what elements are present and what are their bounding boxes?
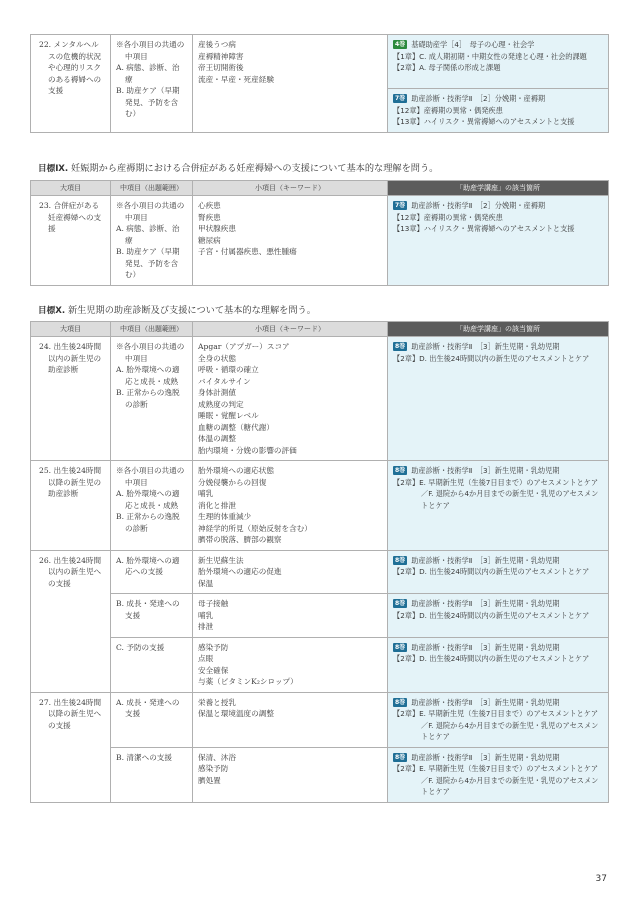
reference-title: [393, 752, 603, 764]
volume-badge: 4巻: [395, 41, 406, 48]
header-middle: 中項目（出題範囲）: [111, 322, 193, 337]
cell-line: 体温の調整: [198, 434, 236, 443]
reference-cell: [388, 461, 609, 551]
cell-line: 腎疾患: [198, 212, 221, 222]
volume-badge: 8巻: [395, 343, 406, 350]
cell-line: 産褥精神障害: [198, 51, 244, 61]
chapter-line: [393, 62, 603, 74]
cell-line: 与薬（ビタミンK₂シロップ）: [198, 677, 298, 686]
reference-title: [393, 697, 603, 709]
header-minor: 小項目（キーワード）: [193, 181, 388, 196]
cell-line: 保温: [198, 578, 214, 588]
cell-line: 睡眠・覚醒レベル: [198, 411, 259, 420]
table-goal-9: [30, 180, 609, 286]
cell-line: B. 助産ケア（早期発見、予防を含む）: [116, 247, 180, 279]
chapter-line: [393, 116, 603, 128]
cell-line: 産後うつ病: [198, 40, 236, 49]
reference-title: [393, 598, 603, 610]
chapter-label: 【2章】: [393, 610, 420, 620]
table-row: [31, 550, 609, 594]
cell-line: 子宮・付属器疾患、悪性腫瘍: [198, 247, 297, 256]
cell-line: 新生児蘇生法: [198, 555, 244, 565]
cell-line: 点眼: [198, 654, 214, 663]
chapter-label: 【1章】: [393, 51, 420, 61]
chapter-label: 【2章】: [393, 654, 420, 663]
chapter-line: [393, 353, 603, 365]
cell-line: 糖尿病: [198, 235, 221, 245]
cell-line: 哺乳: [198, 489, 214, 498]
cell-line: 甲状腺疾患: [198, 224, 236, 233]
reference-title-text: 基礎助産学［4］ 母子の心理・社会学: [411, 40, 535, 49]
table-row: [31, 594, 609, 638]
chapter-text: ハイリスク・異常褥婦へのアセスメントと支援: [423, 224, 575, 233]
reference-title: [393, 39, 603, 51]
reference-cell: [388, 550, 609, 594]
middle-item: B. 成長・発達への支援: [111, 594, 193, 638]
table-row: [31, 692, 609, 747]
chapter-text: 産褥期の異常・偶発疾患: [423, 212, 503, 222]
chapter-label: 【13章】: [393, 224, 424, 233]
chapter-line: [393, 708, 603, 743]
chapter-line: [393, 223, 603, 235]
minor-item: [193, 35, 388, 133]
header-ref: 「助産学講座」の該当箇所: [388, 322, 609, 337]
reference-cell: [388, 337, 609, 461]
minor-item: [193, 637, 388, 692]
major-item: 23. 合併症がある妊産褥婦への支援: [31, 196, 111, 286]
chapter-text: C. 成人期初期・中期女性の発達と心理・社会的課題: [419, 51, 587, 61]
reference-title-text: 助産診断・技術学Ⅱ ［3］新生児期・乳幼児期: [411, 752, 560, 762]
cell-line: 感染予防: [198, 764, 229, 773]
reference-cell: [388, 196, 609, 286]
volume-badge: 7巻: [395, 95, 406, 102]
reference-title-text: 助産診断・技術学Ⅱ ［3］新生児期・乳幼児期: [411, 466, 560, 475]
cell-line: 栄養と授乳: [198, 697, 236, 707]
volume-badge: 7巻: [395, 202, 406, 209]
table-row: [31, 35, 609, 89]
middle-item: [111, 196, 193, 286]
cell-line: ※各小項目の共通の中項目: [116, 40, 185, 61]
cell-line: A. 病態、診断、治療: [116, 63, 180, 84]
volume-badge: 8巻: [395, 753, 406, 761]
reference-cell: [388, 89, 609, 133]
reference-title: [393, 555, 603, 567]
minor-item: [193, 337, 388, 461]
cell-line: 胎外環境への適応状態: [198, 466, 274, 475]
cell-line: A. 胎外環境への適応と成長・成熟: [116, 489, 180, 510]
chapter-label: 【13章】: [393, 117, 424, 126]
middle-item: [111, 461, 193, 551]
reference-title: [393, 341, 603, 353]
volume-badge: 8巻: [395, 643, 406, 651]
table-goal-10: [30, 321, 609, 803]
chapter-label: 【2章】: [393, 709, 420, 718]
chapter-label: 【2章】: [393, 63, 420, 72]
cell-line: 流産・早産・死産経験: [198, 74, 274, 84]
chapter-text: E. 早期新生児（生後7日目まで）のアセスメントとケア／F. 退院から4か月目までの新生児・乳児のアセスメントとケア: [419, 709, 599, 741]
reference-title: [393, 200, 603, 212]
header-minor: 小項目（キーワード）: [193, 322, 388, 337]
chapter-label: 【12章】: [393, 105, 424, 115]
minor-item: [193, 692, 388, 747]
middle-item: B. 清潔への支援: [111, 747, 193, 802]
cell-line: 臍帯の脱落、臍部の観察: [198, 535, 282, 544]
chapter-label: 【12章】: [393, 212, 424, 222]
cell-line: 心疾患: [198, 201, 221, 210]
major-item: 26. 出生後24時間以内の新生児への支援: [31, 550, 111, 692]
chapter-line: [393, 212, 603, 224]
chapter-text: A. 母子関係の形成と課題: [419, 63, 501, 72]
cell-line: 生理的体重減少: [198, 512, 252, 521]
cell-line: B. 正常からの逸脱の診断: [116, 388, 180, 409]
page-number: 37: [595, 874, 607, 884]
header-middle: 中項目（出題範囲）: [111, 181, 193, 196]
cell-line: B. 助産ケア（早期発見、予防を含む）: [116, 86, 180, 118]
cell-line: ※各小項目の共通の中項目: [116, 342, 185, 363]
cell-line: ※各小項目の共通の中項目: [116, 466, 185, 487]
chapter-text: D. 出生後24時間以内の新生児のアセスメントとケア: [419, 610, 590, 620]
reference-title-text: 助産診断・技術学Ⅱ ［3］新生児期・乳幼児期: [411, 642, 560, 652]
table-row: [31, 337, 609, 461]
minor-item: [193, 196, 388, 286]
cell-line: 胎外環境への適応の促進: [198, 567, 282, 576]
cell-line: 呼吸・循環の確立: [198, 365, 259, 374]
cell-line: 成熟度の判定: [198, 399, 244, 409]
minor-item: [193, 594, 388, 638]
chapter-label: 【2章】: [393, 353, 420, 363]
table-row: [31, 461, 609, 551]
header-major: 大項目: [31, 181, 111, 196]
volume-badge: 8巻: [395, 467, 406, 474]
cell-line: 臍処置: [198, 775, 221, 785]
middle-item: C. 予防の支援: [111, 637, 193, 692]
cell-line: 身体計測値: [198, 388, 236, 397]
chapter-text: E. 早期新生児（生後7日目まで）のアセスメントとケア／F. 退院から4か月目までの新生児・乳児のアセスメントとケア: [419, 477, 599, 510]
chapter-line: [393, 653, 603, 665]
reference-title: [393, 465, 603, 477]
chapter-line: [393, 763, 603, 798]
chapter-line: [393, 51, 603, 63]
middle-item: A. 成長・発達への支援: [111, 692, 193, 747]
reference-title: [393, 642, 603, 654]
volume-badge: 8巻: [395, 600, 406, 607]
cell-line: A. 胎外環境への適応と成長・成熟: [116, 365, 180, 386]
chapter-line: [393, 105, 603, 117]
reference-cell: [388, 594, 609, 638]
cell-line: 胎内環境・分娩の影響の評価: [198, 445, 297, 455]
volume-badge: 8巻: [395, 556, 406, 564]
reference-title-text: 助産診断・技術学Ⅱ ［3］新生児期・乳幼児期: [411, 342, 560, 351]
chapter-text: 産褥期の異常・偶発疾患: [423, 105, 503, 115]
reference-title: [393, 93, 603, 105]
major-item: 22. メンタルヘルスの危機的状況や心理的リスクのある褥婦への支援: [31, 35, 111, 133]
middle-item: [111, 35, 193, 133]
table-continued: [30, 34, 609, 133]
cell-line: 母子接触: [198, 599, 229, 608]
volume-badge: 8巻: [395, 698, 406, 706]
reference-title-text: 助産診断・技術学Ⅱ ［3］新生児期・乳幼児期: [411, 555, 560, 565]
cell-line: 消化と排泄: [198, 500, 236, 510]
chapter-label: 【2章】: [393, 764, 420, 773]
cell-line: バイタルサイン: [198, 376, 251, 386]
cell-line: 哺乳: [198, 610, 214, 620]
table-row: [31, 747, 609, 802]
chapter-text: E. 早期新生児（生後7日目まで）のアセスメントとケア／F. 退院から4か月目までの新生児・乳児のアセスメントとケア: [419, 764, 599, 796]
reference-cell: [388, 692, 609, 747]
cell-line: 帝王切開術後: [198, 63, 244, 72]
reference-cell: [388, 637, 609, 692]
reference-title-text: 助産診断・技術学Ⅱ ［2］分娩期・産褥期: [411, 94, 546, 103]
header-major: 大項目: [31, 322, 111, 337]
cell-line: 神経学的所見（原始反射を含む）: [198, 523, 312, 533]
reference-cell: [388, 747, 609, 802]
reference-title-text: 助産診断・技術学Ⅱ ［3］新生児期・乳幼児期: [411, 697, 560, 707]
minor-item: [193, 550, 388, 594]
middle-item: A. 胎外環境への適応への支援: [111, 550, 193, 594]
chapter-text: D. 出生後24時間以内の新生児のアセスメントとケア: [419, 353, 590, 363]
major-item: 25. 出生後24時間以降の新生児の助産診断: [31, 461, 111, 551]
chapter-text: D. 出生後24時間以内の新生児のアセスメントとケア: [419, 567, 590, 576]
cell-line: 保清、沐浴: [198, 752, 236, 762]
header-row: [31, 181, 609, 196]
cell-line: 血糖の調整（糖代謝）: [198, 422, 274, 432]
header-row: [31, 322, 609, 337]
reference-title-text: 助産診断・技術学Ⅱ ［3］新生児期・乳幼児期: [411, 599, 560, 608]
chapter-text: D. 出生後24時間以内の新生児のアセスメントとケア: [419, 654, 590, 663]
table-row: [31, 196, 609, 286]
middle-item: [111, 337, 193, 461]
cell-line: 分娩侵襲からの回復: [198, 477, 267, 487]
chapter-label: 【2章】: [393, 477, 420, 487]
cell-line: Apgar（アプガー）スコア: [198, 342, 290, 351]
goal-9: 目標Ⅸ. 妊娠期から産褥期における合併症がある妊産褥婦への支援について基本的な理解を問う。: [38, 163, 439, 174]
minor-item: [193, 747, 388, 802]
chapter-text: ハイリスク・異常褥婦へのアセスメントと支援: [423, 117, 575, 126]
cell-line: ※各小項目の共通の中項目: [116, 201, 185, 222]
cell-line: 保温と環境温度の調整: [198, 709, 274, 718]
reference-cell: [388, 35, 609, 89]
chapter-line: [393, 477, 603, 512]
cell-line: B. 正常からの逸脱の診断: [116, 512, 180, 533]
minor-item: [193, 461, 388, 551]
cell-line: 排泄: [198, 622, 214, 631]
major-item: 24. 出生後24時間以内の新生児の助産診断: [31, 337, 111, 461]
goal-10: 目標Ⅹ. 新生児期の助産診断及び支援について基本的な理解を問う。: [38, 305, 316, 316]
chapter-line: [393, 566, 603, 578]
chapter-label: 【2章】: [393, 567, 420, 576]
cell-line: 全身の状態: [198, 353, 236, 363]
reference-title-text: 助産診断・技術学Ⅱ ［2］分娩期・産褥期: [411, 201, 546, 210]
major-item: 27. 出生後24時間以降の新生児への支援: [31, 692, 111, 802]
chapter-line: [393, 610, 603, 622]
table-row: [31, 637, 609, 692]
cell-line: 感染予防: [198, 642, 229, 652]
cell-line: A. 病態、診断、治療: [116, 224, 180, 245]
header-ref: 「助産学講座」の該当箇所: [388, 181, 609, 196]
cell-line: 安全確保: [198, 665, 229, 675]
